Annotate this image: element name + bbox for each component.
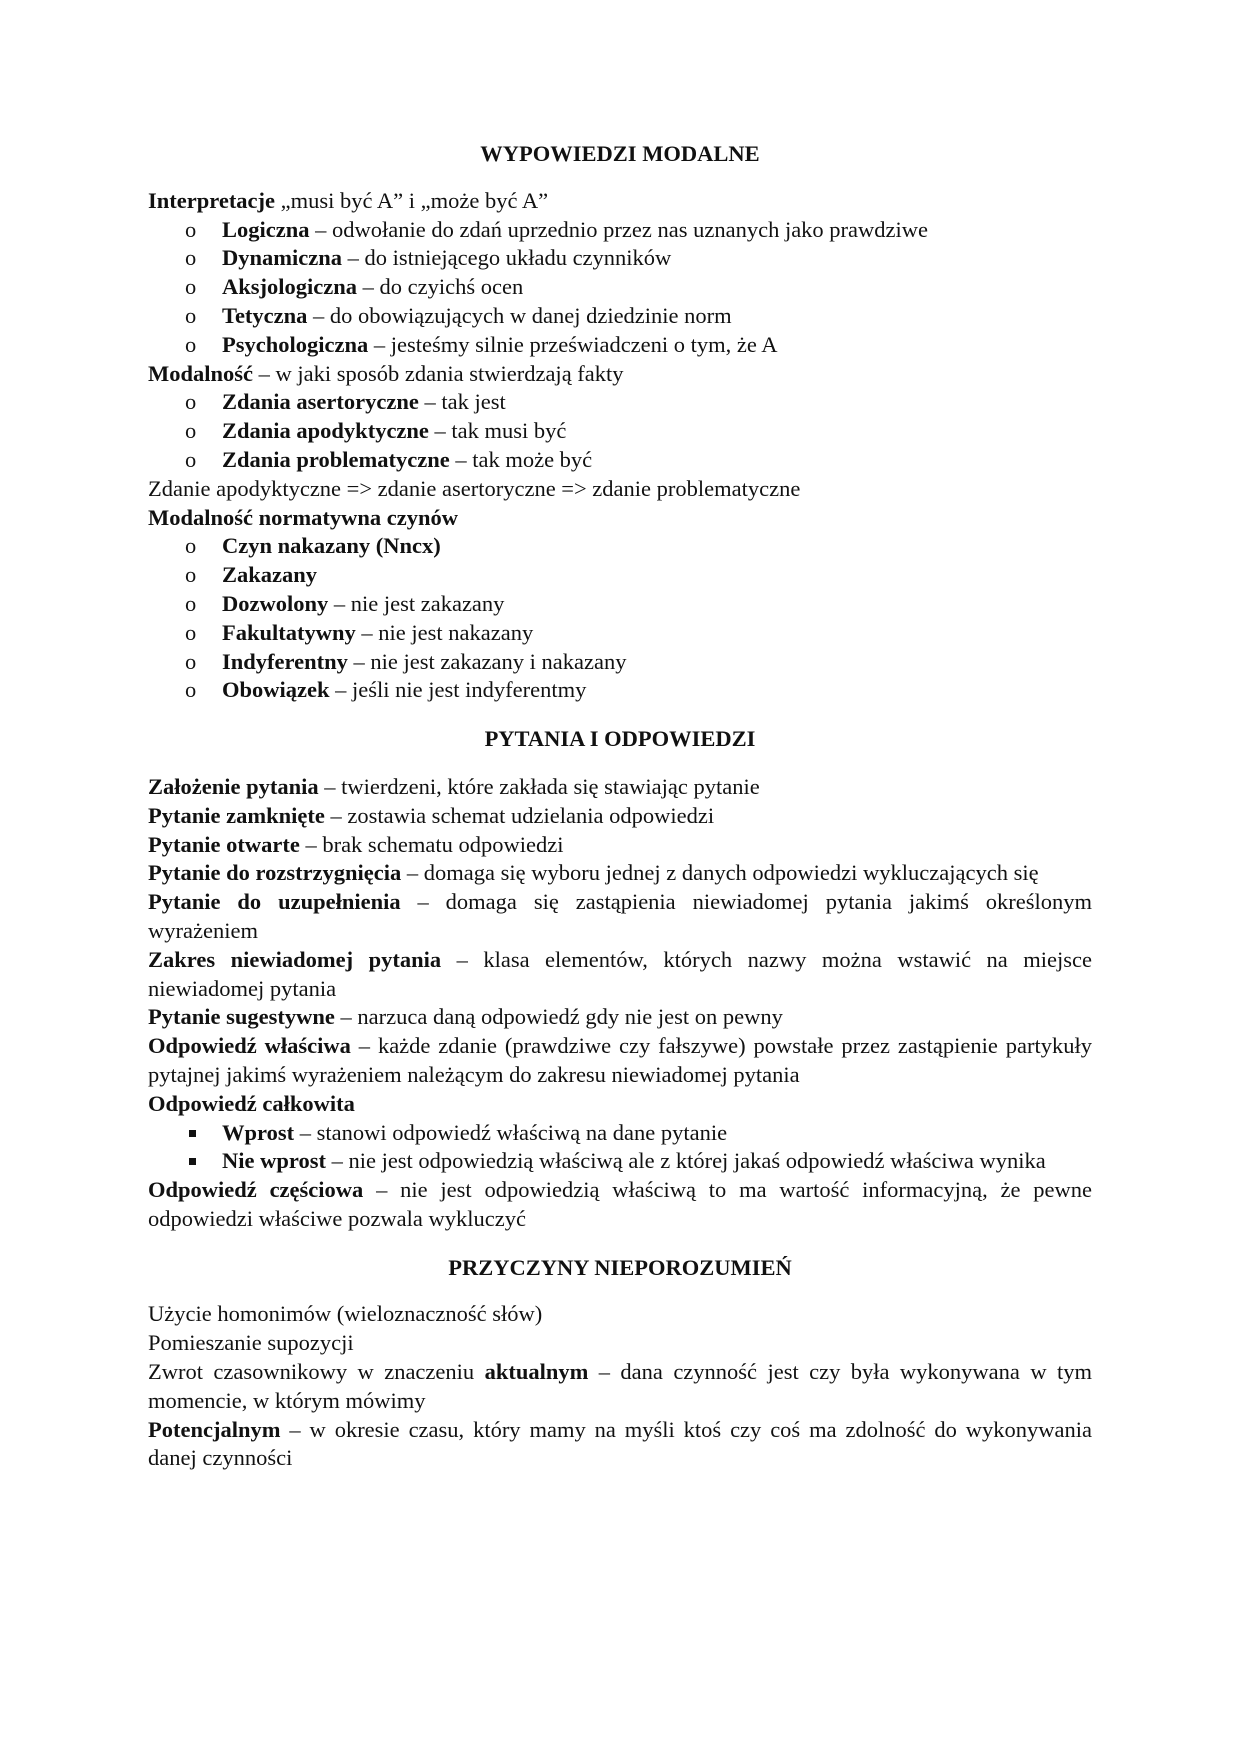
- list-item: [148, 244, 1092, 273]
- term: Modalność: [148, 360, 254, 386]
- definition: – nie jest odpowiedzią właściwą to ma wartość informacyjną, że pewne odpowiedzi właściwe pozwala wykluczyć: [148, 1177, 1093, 1231]
- list-item: [148, 619, 1092, 648]
- section-title-misunderstandings: PRZYCZYNY NIEPOROZUMIEŃ: [448, 1254, 792, 1280]
- term: Dynamiczna: [222, 245, 342, 271]
- definition: – tak musi być: [428, 418, 567, 444]
- term: Logiczna: [222, 216, 310, 242]
- complete-answer-title: [148, 1090, 1092, 1119]
- circle-bullet-icon: o: [185, 389, 197, 415]
- term: Założenie pytania: [148, 773, 319, 799]
- definition-paragraph: [148, 1003, 1092, 1032]
- definition: – w jaki sposób zdania stwierdzają fakty: [253, 360, 624, 386]
- section-title-modal: WYPOWIEDZI MODALNE: [480, 141, 760, 166]
- definition: „musi być A” i „może być A”: [275, 187, 549, 213]
- normative-list: [148, 532, 1092, 705]
- term: Nie wprost: [222, 1148, 326, 1174]
- term: Indyferentny: [222, 648, 348, 674]
- square-bullet-icon: [189, 1158, 196, 1165]
- circle-bullet-icon: o: [185, 677, 197, 703]
- circle-bullet-icon: o: [185, 446, 197, 472]
- definition-paragraph: [148, 946, 1092, 1004]
- definition-paragraph: [148, 1032, 1092, 1090]
- term: Czyn nakazany (Nncx): [222, 533, 441, 559]
- list-item: [148, 561, 1092, 590]
- definition: – jeśli nie jest indyferentmy: [329, 677, 587, 703]
- circle-bullet-icon: o: [185, 418, 197, 444]
- definition: – jesteśmy silnie przeświadczeni o tym, że A: [368, 331, 778, 357]
- term: Pytanie sugestywne: [148, 1004, 335, 1030]
- term: Obowiązek: [222, 677, 330, 703]
- circle-bullet-icon: o: [185, 590, 197, 616]
- definition: – zostawia schemat udzielania odpowiedzi: [324, 802, 715, 828]
- term: Pytanie do uzupełnienia: [148, 889, 401, 915]
- definition: – klasa elementów, których nazwy można wstawić na miejsce niewiadomej pytania: [148, 946, 1092, 1001]
- definition: – narzuca daną odpowiedź gdy nie jest on pewny: [334, 1004, 783, 1030]
- definition: – nie jest zakazany: [328, 590, 505, 616]
- circle-bullet-icon: o: [185, 648, 197, 674]
- circle-bullet-icon: o: [185, 302, 197, 328]
- definition: – nie jest nakazany: [355, 619, 534, 645]
- term: Zdania problematyczne: [222, 446, 450, 472]
- list-item: [148, 216, 1092, 245]
- definition-paragraph: [148, 888, 1092, 946]
- circle-bullet-icon: o: [185, 245, 197, 271]
- circle-bullet-icon: o: [185, 533, 197, 559]
- definition: – brak schematu odpowiedzi: [299, 831, 564, 857]
- circle-bullet-icon: o: [185, 562, 197, 588]
- term: Potencjalnym: [148, 1416, 281, 1442]
- misunderstanding-line: Użycie homonimów (wieloznaczność słów): [148, 1301, 543, 1327]
- term: Zdania asertoryczne: [222, 389, 419, 415]
- modality-chain: Zdanie apodyktyczne => zdanie asertoryczne => zdanie problematyczne: [148, 475, 801, 501]
- term: Modalność normatywna czynów: [148, 504, 458, 530]
- term: Pytanie otwarte: [148, 831, 300, 857]
- definition-paragraph: [148, 831, 1092, 860]
- list-item: [148, 532, 1092, 561]
- list-item: [148, 331, 1092, 360]
- term: Wprost: [222, 1119, 295, 1145]
- definition-paragraph: [148, 773, 1092, 802]
- section-title-questions: PYTANIA I ODPOWIEDZI: [484, 726, 756, 752]
- list-item: [148, 273, 1092, 302]
- list-item: [148, 648, 1092, 677]
- term: Zdania apodyktyczne: [222, 418, 429, 444]
- square-bullet-icon: [189, 1130, 196, 1137]
- text: Zwrot czasownikowy w znaczeniu: [148, 1359, 485, 1385]
- term: Pytanie do rozstrzygnięcia: [148, 860, 402, 886]
- list-item: [148, 417, 1092, 446]
- definition: – stanowi odpowiedź właściwą na dane pytanie: [294, 1119, 728, 1145]
- definition: – nie jest zakazany i nakazany: [347, 648, 627, 674]
- definition: – do istniejącego układu czynników: [342, 245, 672, 271]
- term: Aksjologiczna: [222, 274, 357, 300]
- list-item: [148, 388, 1092, 417]
- circle-bullet-icon: o: [185, 619, 197, 645]
- term: Odpowiedź właściwa: [148, 1033, 351, 1059]
- term: Dozwolony: [222, 590, 329, 616]
- definition: – w okresie czasu, który mamy na myśli ktoś czy coś ma zdolność do wykonywania danej czynności: [148, 1416, 1092, 1471]
- modality-list: [148, 388, 1092, 474]
- misunderstanding-line: [148, 1358, 1092, 1416]
- modality-line: [148, 360, 1092, 389]
- definition: – każde zdanie (prawdziwe czy fałszywe) powstałe przez zastąpienie partykuły pytajnej jakimś wyrażeniem należącym do zakresu niewiadomej pytania: [148, 1033, 1092, 1087]
- definition: – odwołanie do zdań uprzednio przez nas uznanych jako prawdziwe: [309, 216, 929, 242]
- misunderstanding-line: [148, 1416, 1092, 1474]
- normative-modality-title: [148, 504, 1092, 533]
- definition-paragraph: [148, 859, 1092, 888]
- term: Odpowiedź częściowa: [148, 1177, 364, 1203]
- term: Psychologiczna: [222, 331, 369, 357]
- term: Fakultatywny: [222, 619, 356, 645]
- definition: – do czyichś ocen: [357, 274, 524, 300]
- complete-answer-list: [148, 1119, 1092, 1177]
- circle-bullet-icon: o: [185, 331, 197, 357]
- definition: – do obowiązujących w danej dziedzinie norm: [307, 302, 732, 328]
- term: aktualnym: [484, 1359, 589, 1385]
- circle-bullet-icon: o: [185, 274, 197, 300]
- term: Zakres niewiadomej pytania: [148, 946, 442, 972]
- definition: – domaga się wyboru jednej z danych odpowiedzi wykluczających się: [401, 860, 1039, 886]
- term: Zakazany: [222, 562, 318, 588]
- definition: – twierdzeni, które zakłada się stawiając pytanie: [318, 773, 760, 799]
- term: Tetyczna: [222, 302, 308, 328]
- list-item: [148, 1119, 1092, 1148]
- definition: – dana czynność jest czy była wykonywana w tym momencie, w którym mówimy: [148, 1359, 1092, 1413]
- definition-paragraph: [148, 802, 1092, 831]
- circle-bullet-icon: o: [185, 216, 197, 242]
- term: Interpretacje: [148, 187, 276, 213]
- interpretations-list: [148, 216, 1092, 360]
- definition: – tak jest: [418, 389, 506, 415]
- list-item: [148, 676, 1092, 705]
- definition: – tak może być: [449, 446, 593, 472]
- document-page: [148, 140, 1092, 1473]
- interpretations-line: [148, 187, 1092, 216]
- definition: – domaga się zastąpienia niewiadomej pytania jakimś określonym wyrażeniem: [148, 889, 1092, 943]
- list-item: [148, 446, 1092, 475]
- list-item: [148, 1147, 1092, 1176]
- definition-paragraph: [148, 1176, 1092, 1234]
- term: Pytanie zamknięte: [148, 802, 325, 828]
- misunderstanding-line: Pomieszanie supozycji: [148, 1330, 354, 1356]
- list-item: [148, 302, 1092, 331]
- definition: – nie jest odpowiedzią właściwą ale z której jakaś odpowiedź właściwa wynika: [325, 1148, 1046, 1174]
- term: Odpowiedź całkowita: [148, 1090, 355, 1116]
- list-item: [148, 590, 1092, 619]
